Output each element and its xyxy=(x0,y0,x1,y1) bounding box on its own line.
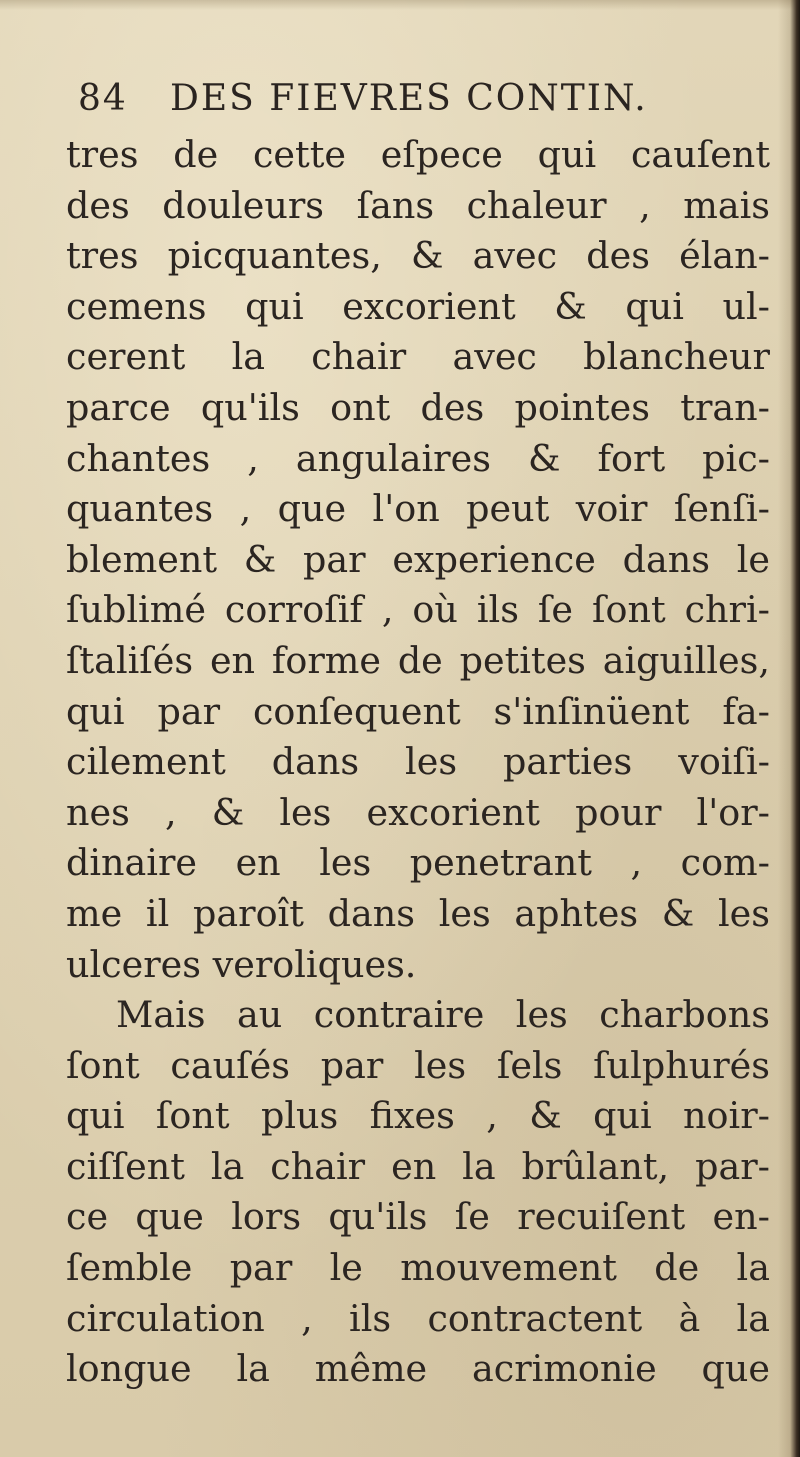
text-line: ulceres veroliques. xyxy=(66,942,417,986)
text-line: ſemble par le mouvement de la xyxy=(66,1246,770,1290)
text-line: nes , & les excorient pour l'or- xyxy=(66,790,770,834)
text-line: qui ſont plus fixes , & qui noir- xyxy=(66,1094,770,1138)
running-head xyxy=(78,78,768,128)
text-line: longue la même acrimonie que xyxy=(66,1347,770,1391)
paragraph-start-line: Mais au contraire les charbons xyxy=(116,993,770,1037)
text-line: ce que lors qu'ils ſe recuiſent en- xyxy=(66,1195,770,1239)
running-title: DES FIEVRES CONTIN. xyxy=(170,78,648,119)
text-line: me il paroît dans les aphtes & les xyxy=(66,891,770,935)
page-edge-shadow xyxy=(778,0,800,1457)
text-line: cemens qui excorient & qui ul- xyxy=(66,284,770,328)
text-line: ſont cauſés par les ſels ſulphurés xyxy=(66,1043,770,1087)
text-line: qui par conſequent s'inſinüent fa- xyxy=(66,689,770,733)
text-line: ſublimé corroſif , où ils ſe ſont chri- xyxy=(66,588,770,632)
text-line: tres de cette eſpece qui cauſent xyxy=(66,133,770,176)
text-line: tres picquantes, & avec des élan- xyxy=(66,234,770,278)
page-top-shadow xyxy=(0,0,800,10)
text-line: ciſſent la chair en la brûlant, par- xyxy=(66,1144,770,1188)
page-number: 84 xyxy=(78,78,128,119)
text-line: parce qu'ils ont des pointes tran- xyxy=(66,385,770,429)
text-line: quantes , que l'on peut voir ſenſi- xyxy=(66,487,770,531)
text-line: circulation , ils contractent à la xyxy=(66,1296,770,1340)
text-line: chantes , angulaires & fort pic- xyxy=(66,436,770,480)
body-text xyxy=(66,130,770,1395)
text-line: cerent la chair avec blancheur xyxy=(66,335,770,379)
text-line: ſtaliſés en forme de petites aiguilles, xyxy=(66,638,770,682)
text-line: des douleurs ſans chaleur , mais xyxy=(66,183,770,227)
text-line: blement & par experience dans le xyxy=(66,537,770,581)
text-line: dinaire en les penetrant , com- xyxy=(66,841,770,885)
text-line: cilement dans les parties voiſi- xyxy=(66,740,770,784)
